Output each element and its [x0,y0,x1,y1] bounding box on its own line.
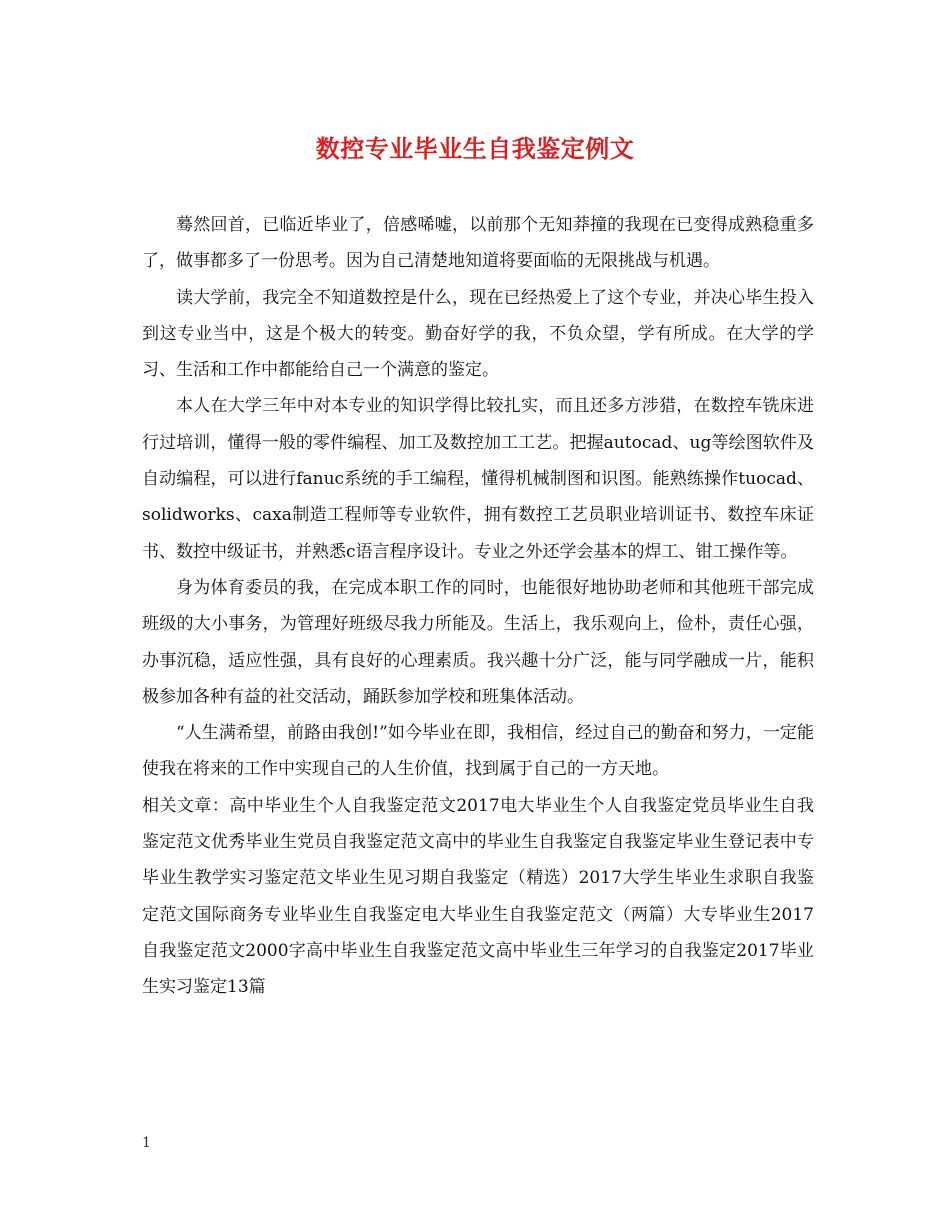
paragraph-4: 身为体育委员的我，在完成本职工作的同时，也能很好地协助老师和其他班干部完成班级的大小事务，为管理好班级尽我力所能及。生活上，我乐观向上，俭朴，责任心强，办事沉稳，适应性强，具有良好的心理素质。我兴趣十分广泛，能与同学融成一片，能积极参加各种有益的社交活动，踊跃参加学校和班集体活动。 [142,577,814,707]
paragraph-5: “人生满希望，前路由我创!”如今毕业在即，我相信，经过自己的勤奋和努力，一定能使我在将来的工作中实现自己的人生价值，找到属于自己的一方天地。 [142,723,814,780]
document-body [142,207,814,1006]
paragraph-1: 蓦然回首，已临近毕业了，倍感唏嘘，以前那个无知莽撞的我现在已变得成熟稳重多了，做事都多了一份思考。因为自己清楚地知道将要面临的无限挑战与机遇。 [142,215,814,272]
page-number: 1 [142,1135,151,1151]
paragraph-3: 本人在大学三年中对本专业的知识学得比较扎实，而且还多方涉猎，在数控车铣床进行过培训，懂得一般的零件编程、加工及数控加工工艺。把握autocad、ug等绘图软件及自动编程，可以进行fanuc系统的手工编程，懂得机械制图和识图。能熟练操作tuocad、solidworks、caxa制造工程师等专业软件，拥有数控工艺员职业培训证书、数控车床证书、数控中级证书，并熟悉c语言程序设计。专业之外还学会基本的焊工、钳工操作等。 [142,396,814,562]
paragraph-2: 读大学前，我完全不知道数控是什么，现在已经热爱上了这个专业，并决心毕生投入到这专业当中，这是个极大的转变。勤奋好学的我，不负众望，学有所成。在大学的学习、生活和工作中都能给自己一个满意的鉴定。 [142,287,814,381]
document-title: 数控专业毕业生自我鉴定例文 [315,134,635,163]
related-articles: 相关文章：高中毕业生个人自我鉴定范文2017电大毕业生个人自我鉴定党员毕业生自我鉴定范文优秀毕业生党员自我鉴定范文高中的毕业生自我鉴定自我鉴定毕业生登记表中专毕业生教学实习鉴定范文毕业生见习期自我鉴定（精选）2017大学生毕业生求职自我鉴定范文国际商务专业毕业生自我鉴定电大毕业生自我鉴定范文（两篇）大专毕业生2017自我鉴定范文2000字高中毕业生自我鉴定范文高中毕业生三年学习的自我鉴定2017毕业生实习鉴定13篇 [142,795,814,998]
